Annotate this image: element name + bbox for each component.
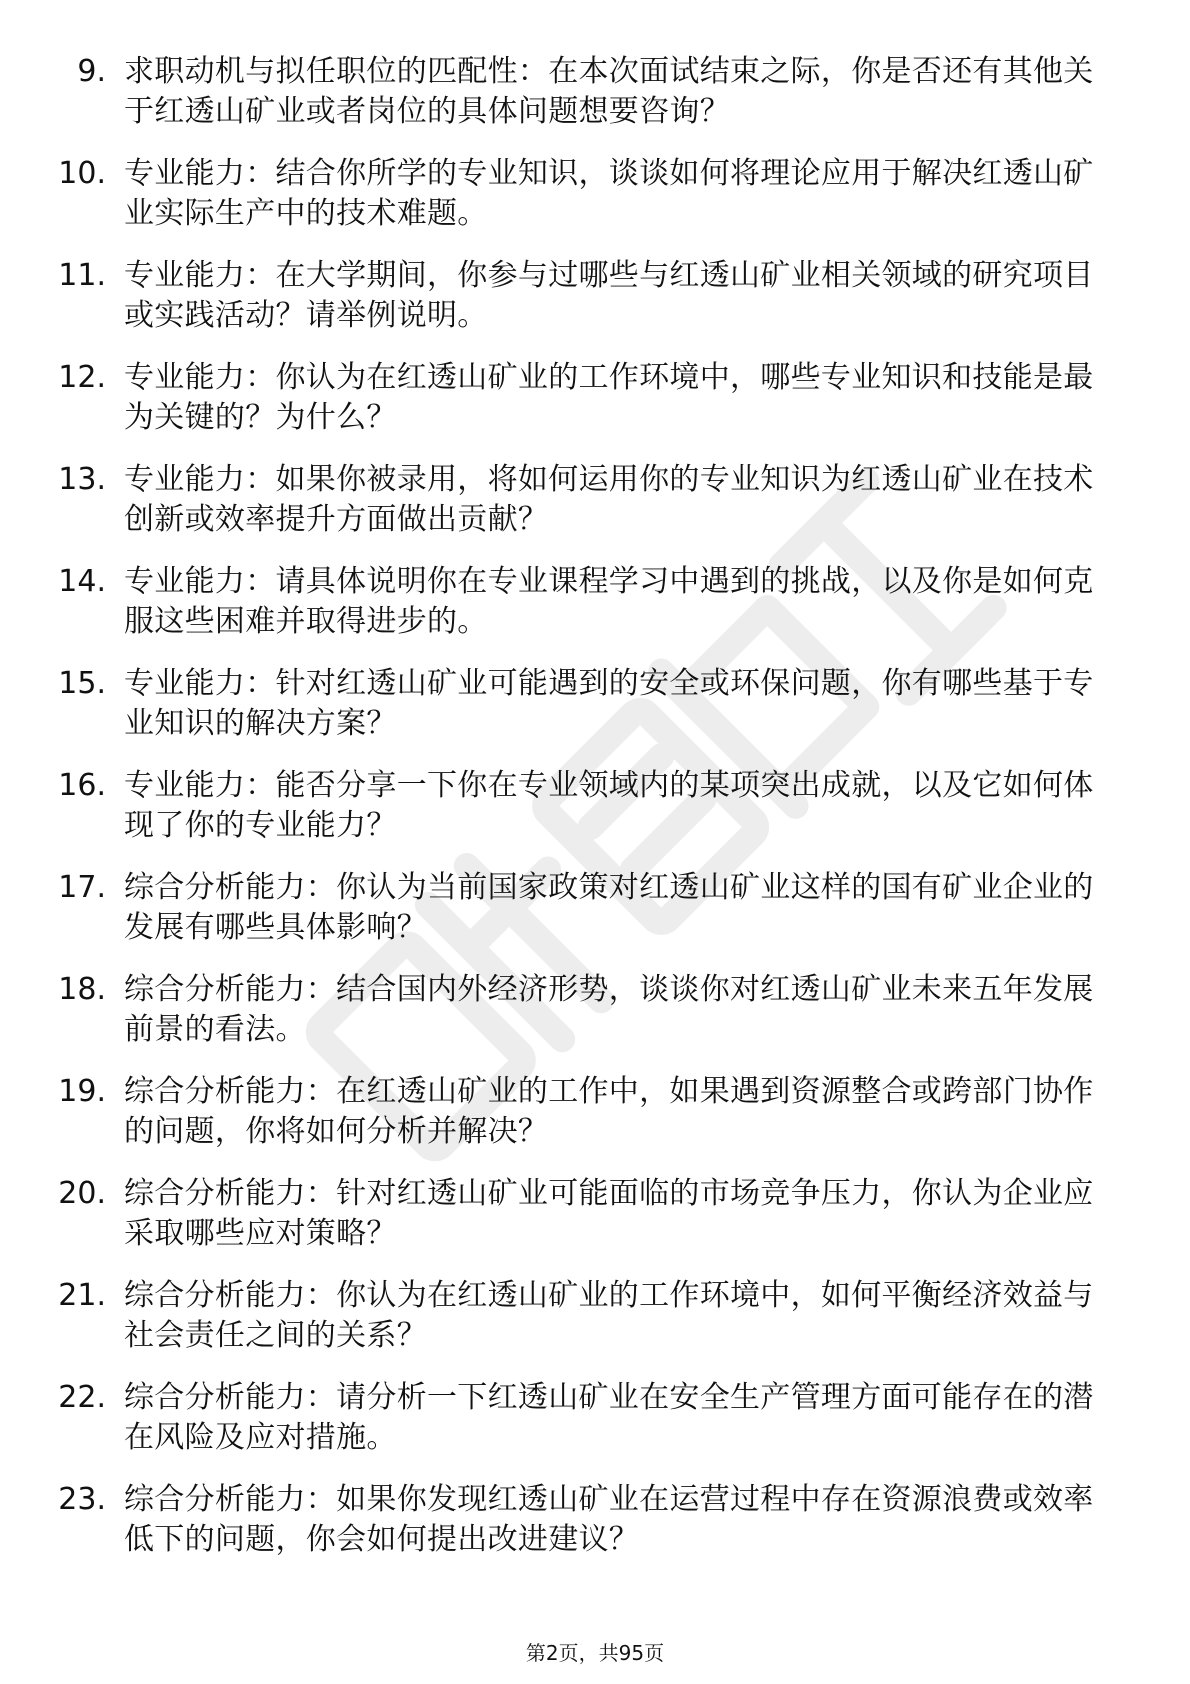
question-number: 19. (58, 1074, 106, 1109)
question-text: 专业能力：你认为在红透山矿业的工作环境中，哪些专业知识和技能是最为关键的？为什么？ (124, 360, 1094, 435)
question-number: 15. (58, 666, 106, 701)
question-text: 综合分析能力：如果你发现红透山矿业在运营过程中存在资源浪费或效率低下的问题，你会如何提出改进建议？ (124, 1482, 1094, 1557)
question-number: 13. (58, 462, 106, 497)
question-text: 专业能力：结合你所学的专业知识，谈谈如何将理论应用于解决红透山矿业实际生产中的技术难题。 (124, 156, 1094, 231)
question-text: 求职动机与拟任职位的匹配性：在本次面试结束之际，你是否还有其他关于红透山矿业或者岗位的具体问题想要咨询？ (124, 54, 1094, 129)
list-item (0, 766, 1190, 868)
list-item (0, 358, 1190, 460)
question-text: 专业能力：请具体说明你在专业课程学习中遇到的挑战，以及你是如何克服这些困难并取得进步的。 (124, 564, 1094, 639)
list-item (0, 1378, 1190, 1480)
question-text: 综合分析能力：在红透山矿业的工作中，如果遇到资源整合或跨部门协作的问题，你将如何分析并解决？ (124, 1074, 1094, 1149)
list-item (0, 1480, 1190, 1582)
list-item (0, 970, 1190, 1072)
question-number: 18. (58, 972, 106, 1007)
question-text: 专业能力：针对红透山矿业可能遇到的安全或环保问题，你有哪些基于专业知识的解决方案？ (124, 666, 1094, 741)
question-number: 9. (77, 54, 106, 89)
question-text: 综合分析能力：针对红透山矿业可能面临的市场竞争压力，你认为企业应采取哪些应对策略？ (124, 1176, 1094, 1251)
question-number: 17. (58, 870, 106, 905)
page-footer: 第2页，共95页 (525, 1641, 665, 1665)
question-list (0, 52, 1190, 1582)
list-item (0, 1174, 1190, 1276)
list-item (0, 1072, 1190, 1174)
question-text: 综合分析能力：你认为当前国家政策对红透山矿业这样的国有矿业企业的发展有哪些具体影响？ (124, 870, 1094, 945)
question-number: 11. (58, 258, 106, 293)
question-text: 综合分析能力：请分析一下红透山矿业在安全生产管理方面可能存在的潜在风险及应对措施。 (124, 1380, 1094, 1455)
list-item (0, 154, 1190, 256)
question-number: 16. (58, 768, 106, 803)
list-item (0, 1276, 1190, 1378)
question-text: 专业能力：如果你被录用，将如何运用你的专业知识为红透山矿业在技术创新或效率提升方面做出贡献？ (124, 462, 1094, 537)
question-text: 专业能力：能否分享一下你在专业领域内的某项突出成就，以及它如何体现了你的专业能力？ (124, 768, 1094, 843)
question-number: 14. (58, 564, 106, 599)
question-number: 22. (58, 1380, 106, 1415)
list-item (0, 562, 1190, 664)
list-item (0, 664, 1190, 766)
list-item (0, 256, 1190, 358)
question-number: 20. (58, 1176, 106, 1211)
list-item (0, 868, 1190, 970)
question-text: 专业能力：在大学期间，你参与过哪些与红透山矿业相关领域的研究项目或实践活动？请举例说明。 (124, 258, 1094, 333)
list-item (0, 52, 1190, 154)
question-number: 12. (58, 360, 106, 395)
question-number: 21. (58, 1278, 106, 1313)
question-number: 23. (58, 1482, 106, 1517)
question-text: 综合分析能力：结合国内外经济形势，谈谈你对红透山矿业未来五年发展前景的看法。 (124, 972, 1094, 1047)
list-item (0, 460, 1190, 562)
question-text: 综合分析能力：你认为在红透山矿业的工作环境中，如何平衡经济效益与社会责任之间的关系？ (124, 1278, 1094, 1353)
question-number: 10. (58, 156, 106, 191)
